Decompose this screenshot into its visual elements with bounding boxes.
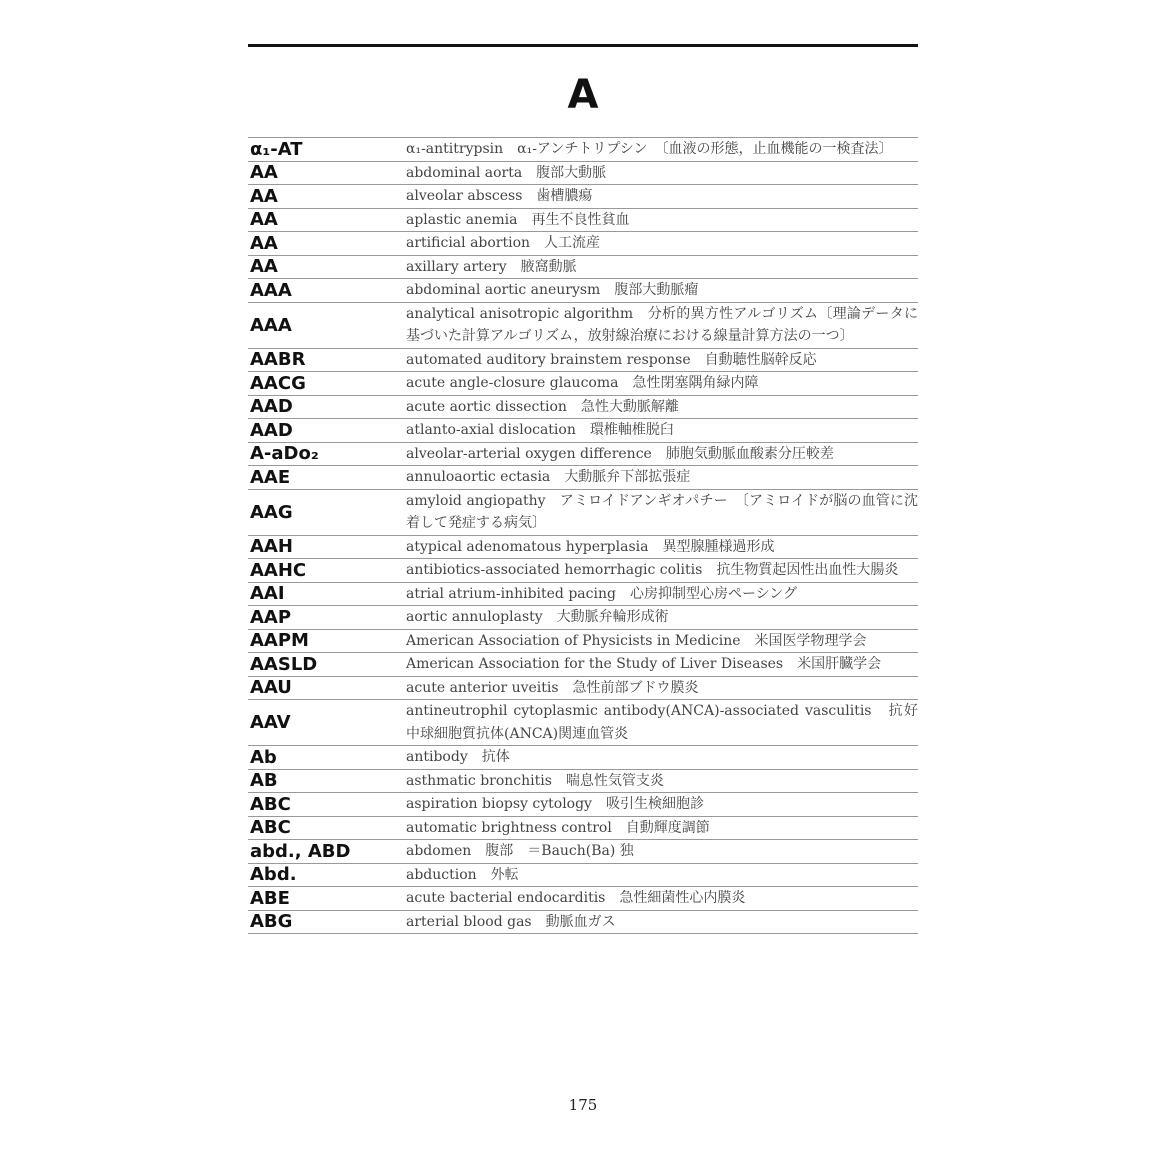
entry-abbreviation: AAH: [250, 536, 293, 558]
entry-definition: atlanto-axial dislocation 環椎軸椎脱臼: [406, 422, 674, 438]
entry-abbreviation: AAV: [250, 712, 291, 733]
entry-definition: annuloaortic ectasia 大動脈弁下部拡張症: [406, 469, 691, 485]
entry-row: [248, 536, 918, 560]
entry-definition: abdominal aortic aneurysm 腹部大動脈瘤: [406, 282, 699, 298]
entry-abbreviation: Ab: [250, 746, 277, 768]
entry-row: [248, 793, 918, 817]
entry-abbreviation: ABC: [250, 817, 291, 839]
entry-abbreviation: AAD: [250, 419, 293, 441]
entry-abbreviation: AAD: [250, 396, 293, 418]
entry-definition: acute anterior uveitis 急性前部ブドウ膜炎: [406, 679, 699, 696]
entry-definition: amyloid angiopathy アミロイドアンギオパチー 〔アミロイドが脳の血管に沈着して発症する病気〕: [406, 492, 918, 531]
entry-definition: antineutrophil cytoplasmic antibody(ANCA)-associated vasculitis 抗好中球細胞質抗体(ANCA)関連血管炎: [406, 703, 918, 742]
entry-row: [248, 443, 918, 467]
entry-row: [248, 559, 918, 583]
entry-abbreviation: AABR: [250, 349, 306, 371]
entry-definition: analytical anisotropic algorithm 分析的異方性アルゴリズム〔理論データに基づいた計算アルゴリズム，放射線治療における線量計算方法の一つ〕: [406, 305, 918, 344]
entry-abbreviation: AA: [250, 185, 278, 207]
entry-abbreviation: AB: [250, 770, 278, 792]
entry-row: [248, 396, 918, 420]
entry-row: [248, 419, 918, 443]
entry-abbreviation: AAG: [250, 501, 293, 523]
entry-abbreviation: AAE: [250, 466, 291, 488]
entry-row: [248, 583, 918, 607]
entry-definition: antibiotics-associated hemorrhagic colitis 抗生物質起因性出血性大腸炎: [406, 562, 899, 578]
entry-definition: α₁-antitrypsin α₁-アンチトリプシン 〔血液の形態，止血機能の一検査法〕: [406, 141, 893, 157]
entry-definition: atypical adenomatous hyperplasia 異型腺腫様過形成: [406, 538, 775, 555]
dictionary-page: [248, 44, 918, 934]
entry-definition: alveolar abscess 歯槽膿瘍: [406, 188, 593, 204]
entry-definition: acute bacterial endocarditis 急性細菌性心内膜炎: [406, 890, 746, 906]
entry-abbreviation: AAHC: [250, 559, 307, 581]
entry-abbreviation: ABE: [250, 887, 290, 909]
page-number: 175: [568, 1096, 598, 1114]
entry-row: [248, 840, 918, 864]
entry-row: [248, 864, 918, 888]
entry-row: [248, 606, 918, 630]
entry-row: [248, 677, 918, 701]
entry-abbreviation: AAI: [250, 583, 285, 605]
entry-row: [248, 746, 918, 770]
entry-abbreviation: AASLD: [250, 653, 318, 675]
entry-definition: aortic annuloplasty 大動脈弁輪形成術: [406, 609, 669, 625]
entry-row: [248, 887, 918, 911]
entry-definition: alveolar-arterial oxygen difference 肺胞気動脈血酸素分圧較差: [406, 445, 834, 462]
entry-row: [248, 279, 918, 303]
entry-row: [248, 209, 918, 233]
entry-definition: abduction 外転: [406, 866, 519, 883]
entry-definition: aplastic anemia 再生不良性貧血: [406, 211, 630, 228]
entry-abbreviation: AAP: [250, 606, 292, 628]
entry-definition: antibody 抗体: [406, 749, 510, 765]
entry-row: [248, 256, 918, 280]
entry-row: [248, 372, 918, 396]
entry-row: [248, 349, 918, 373]
entry-row: [248, 466, 918, 490]
entry-definition: axillary artery 腋窩動脈: [406, 258, 577, 275]
entry-abbreviation: abd., ABD: [250, 840, 351, 862]
section-letter: A: [567, 72, 599, 118]
entry-abbreviation: AACG: [250, 372, 306, 394]
entry-abbreviation: ABG: [250, 911, 293, 933]
entry-row: [248, 490, 918, 536]
entry-definition: acute angle-closure glaucoma 急性閉塞隅角緑内障: [406, 375, 759, 391]
entry-definition: automatic brightness control 自動輝度調節: [406, 819, 710, 836]
entry-definition: atrial atrium-inhibited pacing 心房抑制型心房ペーシング: [406, 585, 798, 602]
entry-row: [248, 185, 918, 209]
entry-row: [248, 911, 918, 935]
entry-abbreviation: AAPM: [250, 630, 309, 652]
entry-abbreviation: AAA: [250, 314, 292, 336]
entry-definition: aspiration biopsy cytology 吸引生検細胞診: [406, 796, 704, 812]
entry-row: [248, 162, 918, 186]
entry-abbreviation: AA: [250, 256, 278, 278]
top-rule: [248, 44, 918, 47]
entry-definition: asthmatic bronchitis 喘息性気管支炎: [406, 772, 664, 789]
entry-row: [248, 232, 918, 256]
entry-definition: artificial abortion 人工流産: [406, 235, 601, 251]
entry-abbreviation: α₁-AT: [250, 138, 303, 160]
entry-abbreviation: AA: [250, 232, 278, 254]
entry-definition: abdominal aorta 腹部大動脈: [406, 164, 607, 181]
entry-row: [248, 630, 918, 654]
entry-abbreviation: ABC: [250, 793, 291, 815]
entry-abbreviation: AA: [250, 209, 278, 231]
entry-abbreviation: AAU: [250, 677, 292, 699]
entry-abbreviation: A-aDo₂: [250, 443, 319, 465]
entry-definition: American Association for the Study of Liver Diseases 米国肝臓学会: [406, 656, 882, 672]
entry-list: [248, 137, 918, 934]
entry-row: [248, 770, 918, 794]
entry-abbreviation: Abd.: [250, 864, 297, 886]
entry-definition: acute aortic dissection 急性大動脈解離: [406, 398, 679, 415]
entry-definition: abdomen 腹部 ＝Bauch(Ba) 独: [406, 843, 634, 859]
entry-definition: American Association of Physicists in Medicine 米国医学物理学会: [406, 632, 867, 649]
entry-row: [248, 653, 918, 677]
entry-abbreviation: AA: [250, 162, 278, 184]
entry-row: [248, 303, 918, 349]
entry-row: [248, 817, 918, 841]
entry-abbreviation: AAA: [250, 279, 292, 301]
entry-row: [248, 138, 918, 162]
entry-row: [248, 700, 918, 746]
entry-definition: arterial blood gas 動脈血ガス: [406, 913, 616, 930]
entry-definition: automated auditory brainstem response 自動聴性脳幹反応: [406, 351, 817, 368]
